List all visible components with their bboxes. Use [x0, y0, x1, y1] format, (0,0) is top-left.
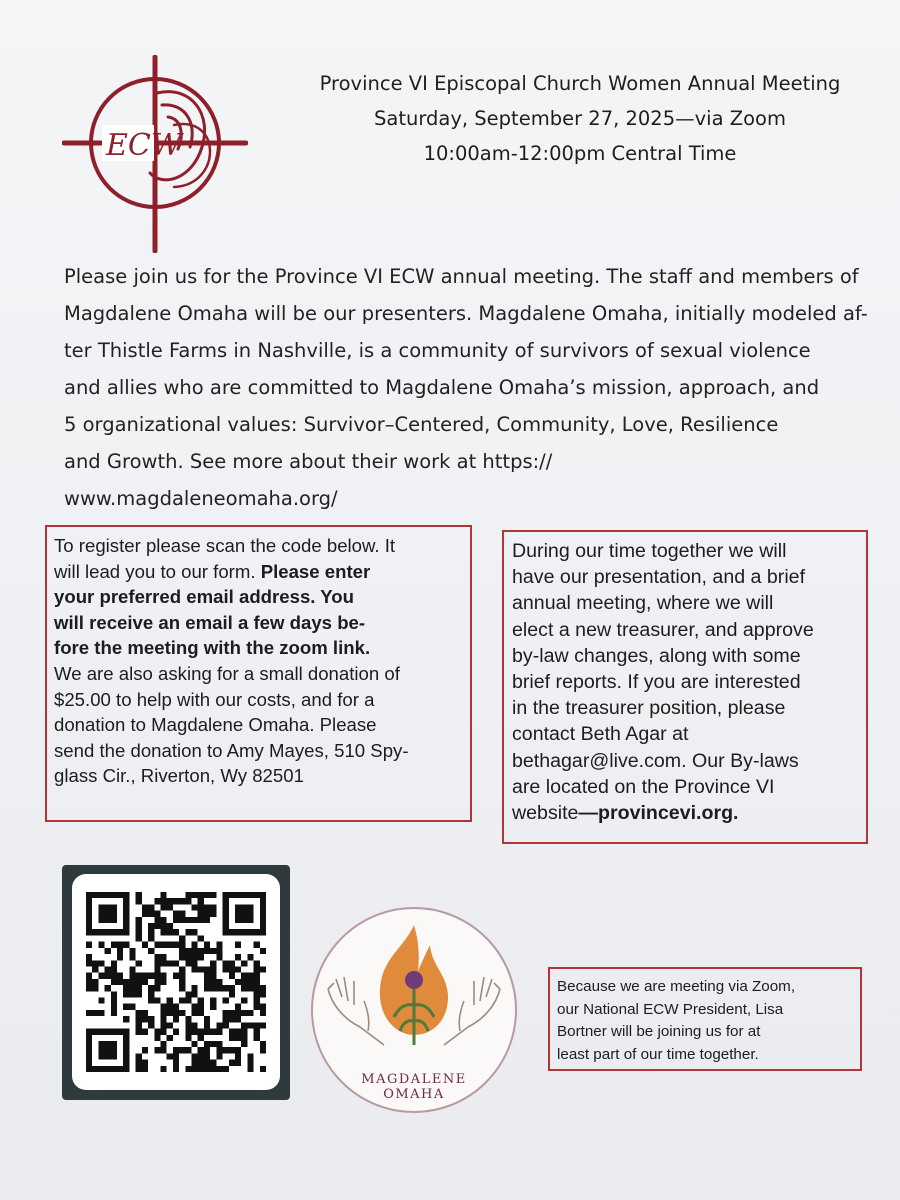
register-text: will lead you to our form. — [54, 560, 261, 582]
province-website-link[interactable]: —provincevi.org. — [578, 802, 739, 825]
intro-line: and allies who are committed to Magdalene Omaha’s mission, approach, and — [64, 376, 820, 399]
zoom-note-line: Because we are meeting via Zoom, — [557, 978, 796, 995]
intro-line: 5 organizational values: Survivor–Centered, Community, Love, Resilience — [64, 413, 779, 436]
register-line: To register please scan the code below. It — [54, 535, 396, 556]
intro-line: Please join us for the Province VI ECW annual meeting. The staff and members of — [64, 265, 859, 288]
intro-line: and Growth. See more about their work at https:// — [64, 450, 553, 473]
magdalene-omaha-logo — [308, 905, 520, 1115]
agenda-line: elect a new treasurer, and approve — [512, 618, 814, 641]
qr-code-card — [62, 865, 290, 1100]
header-title: Province VI Episcopal Church Women Annual Meeting — [319, 72, 841, 95]
register-line: your preferred email address. You — [54, 586, 355, 608]
meeting-header — [270, 66, 890, 171]
qr-code-icon[interactable] — [86, 888, 266, 1076]
agenda-line: have our presentation, and a brief — [512, 566, 806, 589]
intro-paragraph — [64, 258, 876, 517]
intro-line: Magdalene Omaha will be our presenters. Magdalene Omaha, initially modeled af- — [64, 302, 868, 325]
agenda-line: contact Beth Agar at — [512, 723, 689, 746]
agenda-text: website — [512, 802, 579, 825]
register-line: fore the meeting with the zoom link. — [54, 637, 371, 659]
agenda-email[interactable]: bethagar@live.com. Our By-laws — [512, 749, 799, 772]
registration-box — [45, 525, 472, 822]
zoom-note-line: Bortner will be joining us for at — [557, 1023, 761, 1040]
agenda-line: brief reports. If you are interested — [512, 671, 801, 694]
header-time: 10:00am-12:00pm Central Time — [423, 142, 737, 165]
agenda-line: by-law changes, along with some — [512, 644, 801, 667]
register-line: We are also asking for a small donation of — [54, 662, 400, 684]
zoom-note-box — [548, 967, 862, 1071]
magdalene-logo-line1: MAGDALENE — [361, 1072, 467, 1087]
register-line: send the donation to Amy Mayes, 510 Spy- — [54, 739, 409, 761]
ecw-logo-text: ECW — [106, 128, 182, 163]
agenda-line: in the treasurer position, please — [512, 697, 786, 720]
register-line: donation to Magdalene Omaha. Please — [54, 714, 377, 736]
zoom-note-line: our National ECW President, Lisa — [557, 1000, 784, 1018]
register-line — [54, 559, 470, 585]
header-date: Saturday, September 27, 2025—via Zoom — [374, 107, 786, 130]
intro-line: ter Thistle Farms in Nashville, is a community of survivors of sexual violence — [64, 339, 811, 362]
register-line: will receive an email a few days be- — [54, 611, 366, 633]
agenda-line: are located on the Province VI — [512, 775, 775, 798]
meeting-agenda-box — [502, 530, 868, 844]
intro-link[interactable]: www.magdaleneomaha.org/ — [64, 487, 338, 510]
register-bold-text: Please enter — [260, 560, 371, 582]
qr-code-background — [72, 874, 280, 1090]
agenda-line: annual meeting, where we will — [512, 592, 774, 615]
register-line: glass Cir., Riverton, Wy 82501 — [54, 765, 304, 787]
agenda-line: During our time together we will — [512, 540, 787, 562]
agenda-line — [512, 800, 866, 826]
register-line: $25.00 to help with our costs, and for a — [54, 688, 375, 710]
zoom-note-line: least part of our time together. — [557, 1045, 759, 1063]
ecw-logo — [62, 55, 248, 253]
magdalene-logo-line2: OMAHA — [383, 1087, 445, 1102]
